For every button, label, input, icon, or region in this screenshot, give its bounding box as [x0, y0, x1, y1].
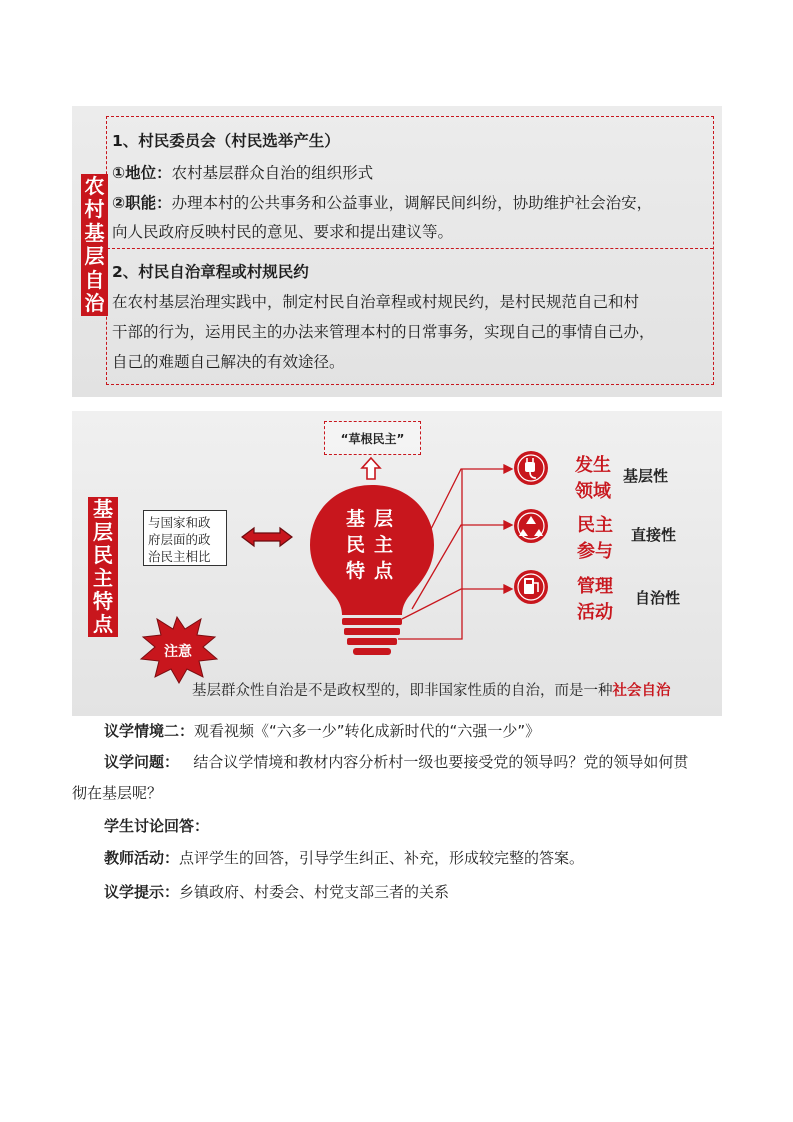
grassroots-democracy-slide	[72, 411, 722, 716]
tab-char: 村	[84, 197, 105, 221]
note-highlight: 社会自治	[612, 683, 671, 699]
village-autonomy-slide	[72, 106, 722, 397]
duty-text-1: 办理本村的公共事务和公益事业，调解民间纠纷，协助维护社会治安，	[171, 194, 653, 212]
property-autonomous: 自治性	[635, 589, 681, 607]
discussion-label: 学生讨论回答：	[104, 817, 210, 835]
tab-char: 基	[93, 497, 113, 521]
tab-char: 民	[93, 543, 113, 567]
category-field	[575, 453, 611, 505]
category-participation	[577, 513, 613, 565]
discussion-paragraph	[104, 815, 209, 836]
rule-line-2: 干部的行为，运用民主的办法来管理本村的日常事务，实现自己的事情自己办，	[112, 323, 655, 341]
status-line	[112, 161, 712, 183]
question-paragraph	[104, 751, 688, 772]
content-dashed-box	[106, 116, 714, 385]
comparison-box: 与国家和政府层面的政治民主相比	[143, 510, 227, 566]
plug-icon	[514, 451, 548, 485]
lightbulb-icon	[310, 485, 434, 655]
bulb-char: 层	[374, 508, 394, 530]
bulb-char: 民	[346, 534, 366, 556]
teacher-paragraph	[104, 847, 584, 868]
category-line: 管理	[577, 576, 613, 597]
duty-line-2: 向人民政府反映村民的意见、要求和提出建议等。	[112, 223, 454, 241]
category-line: 参与	[577, 541, 613, 562]
tab-char: 特	[93, 589, 113, 613]
hint-label: 议学提示：	[104, 883, 180, 901]
diagram-graphics	[72, 411, 722, 716]
fuel-pump-icon	[514, 570, 548, 604]
question-text-1: 结合议学情境和教材内容分析村一级也要接受党的领导吗？党的领导如何贯	[193, 753, 689, 771]
rule-line-3: 自己的难题自己解决的有效途径。	[112, 353, 345, 371]
recycle-icon	[514, 509, 548, 543]
category-line: 民主	[577, 515, 613, 536]
up-arrow-icon	[362, 458, 380, 479]
status-label: ①地位：	[112, 164, 172, 182]
question-label: 议学问题：	[104, 753, 180, 771]
property-direct: 直接性	[631, 526, 677, 544]
status-text: 农村基层群众自治的组织形式	[171, 164, 374, 182]
grassroots-democracy-label: “草根民主”	[324, 421, 421, 455]
property-grassroots: 基层性	[623, 467, 669, 485]
scenario-text: 观看视频《“六多一少”转化成新时代的“六强一少”》	[194, 722, 541, 740]
double-arrow-icon	[242, 528, 292, 546]
duty-label: ②职能：	[112, 194, 172, 212]
hint-text: 乡镇政府、村委会、村党支部三者的关系	[179, 883, 450, 901]
hint-paragraph	[104, 881, 449, 902]
tab-char: 层	[84, 244, 105, 268]
bulb-char: 点	[374, 560, 394, 582]
slide1-title-tab	[81, 174, 108, 316]
tab-char: 主	[93, 566, 113, 590]
bulb-char: 主	[374, 534, 394, 556]
tab-char: 自	[84, 267, 105, 292]
tab-char: 基	[84, 220, 105, 245]
rule-line-1: 在农村基层治理实践中，制定村民自治章程或村规民约，是村民规范自己和村	[112, 293, 640, 311]
scenario-paragraph	[104, 720, 540, 741]
bulb-char: 特	[346, 560, 366, 582]
teacher-label: 教师活动：	[104, 849, 180, 867]
note-badge: 注意	[164, 644, 192, 660]
note-sentence	[192, 679, 671, 700]
category-management	[577, 574, 613, 626]
teacher-text: 点评学生的回答，引导学生纠正、补充，形成较完整的答案。	[179, 849, 585, 867]
scenario-label: 议学情境二：	[104, 722, 195, 740]
tab-char: 农	[84, 173, 105, 198]
bulb-char: 基	[346, 508, 366, 530]
heading-charter: 2、村民自治章程或村规民约	[112, 263, 309, 281]
category-line: 活动	[577, 602, 613, 623]
note-text: 基层群众性自治是不是政权型的，即非国家性质的自治，而是一种	[192, 683, 613, 699]
dashed-divider	[107, 248, 713, 249]
tab-char: 点	[93, 612, 113, 636]
heading-committee: 1、村民委员会（村民选举产生）	[112, 132, 340, 150]
tab-char: 治	[84, 291, 105, 315]
tab-char: 层	[93, 520, 113, 544]
duty-line-1	[112, 191, 712, 213]
category-line: 发生	[575, 455, 611, 476]
category-line: 领域	[575, 481, 611, 502]
question-continuation: 彻在基层呢？	[72, 784, 163, 802]
